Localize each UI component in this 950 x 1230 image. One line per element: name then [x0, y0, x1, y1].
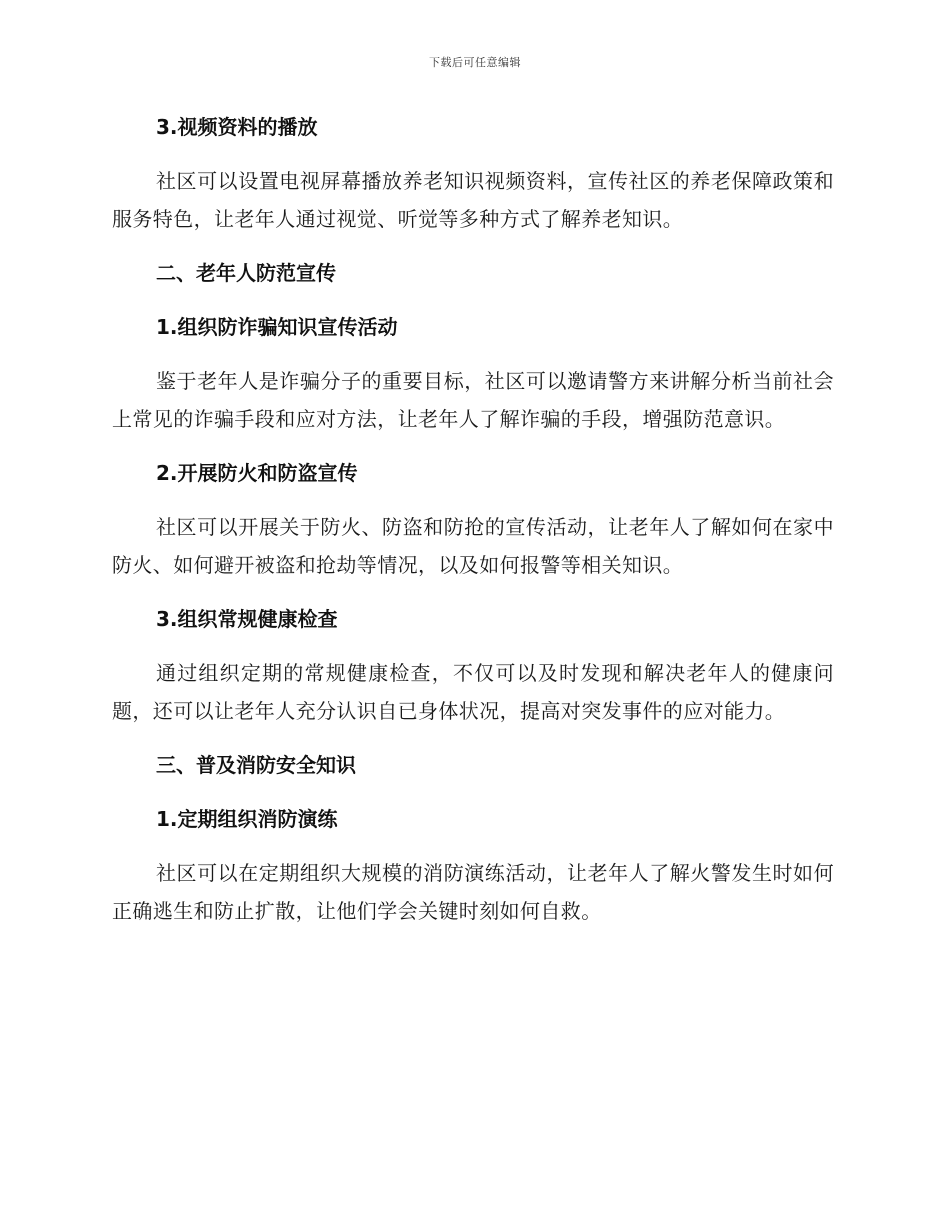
chapter-heading-elderly-prevention: 二、老年人防范宣传: [156, 261, 336, 285]
paragraph-fire-drill: 社区可以在定期组织大规模的消防演练活动，让老年人了解火警发生时如何正确逃生和防止扩散，让他们学会关键时刻如何自救。: [112, 861, 834, 923]
paragraph-fire-theft: 社区可以开展关于防火、防盗和防抢的宣传活动，让老年人了解如何在家中防火、如何避开被盗和抢劫等情况，以及如何报警等相关知识。: [112, 515, 834, 577]
section-heading-anti-fraud: 1.组织防诈骗知识宣传活动: [156, 315, 398, 339]
paragraph-anti-fraud: 鉴于老年人是诈骗分子的重要目标，社区可以邀请警方来讲解分析当前社会上常见的诈骗手段和应对方法，让老年人了解诈骗的手段，增强防范意识。: [112, 369, 834, 431]
section-heading-health-check: 3.组织常规健康检查: [156, 607, 338, 631]
document-body: [112, 108, 834, 946]
paragraph-health-check: 通过组织定期的常规健康检查，不仅可以及时发现和解决老年人的健康问题，还可以让老年人充分认识自已身体状况，提高对突发事件的应对能力。: [112, 661, 834, 723]
paragraph-video-playback: 社区可以设置电视屏幕播放养老知识视频资料，宣传社区的养老保障政策和服务特色，让老年人通过视觉、听觉等多种方式了解养老知识。: [112, 169, 834, 231]
section-heading-fire-drill: 1.定期组织消防演练: [156, 807, 338, 831]
section-heading-fire-theft: 2.开展防火和防盗宣传: [156, 461, 358, 485]
chapter-heading-fire-safety: 三、普及消防安全知识: [156, 753, 356, 777]
page-header-note: 下载后可任意编辑: [429, 56, 521, 69]
section-heading-video-playback: 3.视频资料的播放: [156, 115, 318, 139]
